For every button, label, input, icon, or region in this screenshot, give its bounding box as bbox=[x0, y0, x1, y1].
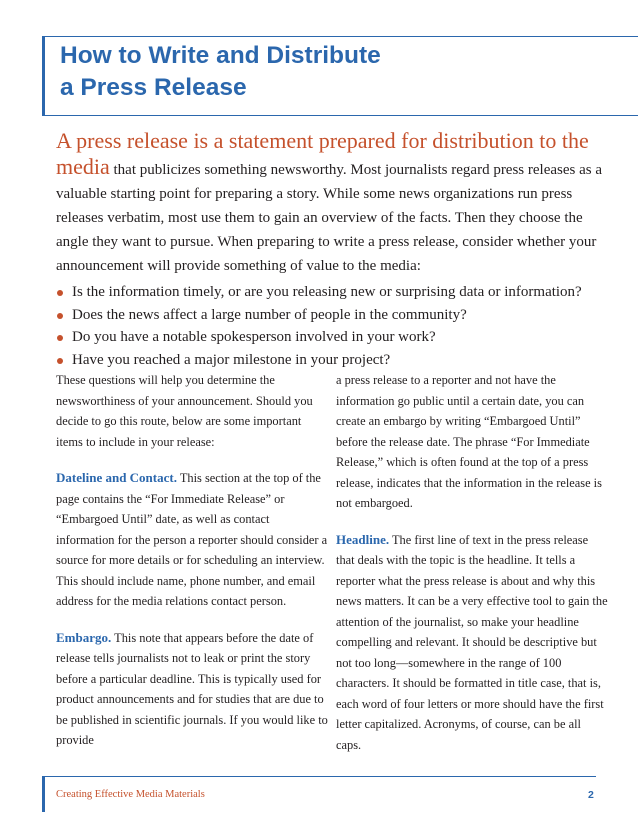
dateline-heading: Dateline and Contact. bbox=[56, 470, 177, 485]
list-item bbox=[56, 304, 616, 327]
list-item-text: Do you have a notable spokesperson involved in your work? bbox=[72, 329, 436, 345]
left-column bbox=[56, 370, 328, 767]
footer-document-title: Creating Effective Media Materials bbox=[56, 789, 205, 800]
intro-questions-paragraph: These questions will help you determine the newsworthiness of your announcement. Should you decide to go this route, below are some important items to include in your release: bbox=[56, 373, 313, 449]
intro-lead: A press release is a statement prepared for distribution to the media bbox=[56, 128, 589, 179]
list-item-text: Is the information timely, or are you releasing new or surprising data or information? bbox=[72, 284, 582, 300]
bullet-icon bbox=[57, 335, 63, 341]
embargo-section bbox=[56, 628, 328, 751]
list-item bbox=[56, 349, 616, 372]
headline-section bbox=[336, 530, 608, 756]
dateline-section bbox=[56, 468, 328, 612]
right-column bbox=[336, 370, 608, 771]
question-list bbox=[56, 281, 616, 371]
footer-rule bbox=[42, 776, 596, 777]
list-item-text: Have you reached a major milestone in your project? bbox=[72, 351, 391, 368]
page-title-line-2: a Press Release bbox=[60, 74, 247, 101]
headline-body: The first line of text in the press release that deals with the topic is the headline. It tells a reporter what the press release is about and why this news matters. It can be a very effective tool to gain the attention of the journalist, so make your headline compelling and relevant. It should be descriptive but not too long—somewhere in the range of 100 characters. It should be formatted in title case, that is, each word of four letters or more should have the first letter capitalized. Acronyms, of course, can be all caps. bbox=[336, 532, 608, 752]
list-item-text: Does the news affect a large number of people in the community? bbox=[72, 306, 467, 323]
headline-heading: Headline. bbox=[336, 531, 390, 547]
page-title-line-1: How to Write and Distribute bbox=[60, 42, 381, 69]
footer-accent-bar bbox=[42, 776, 45, 812]
list-item bbox=[56, 281, 616, 304]
embargo-continued-paragraph: a press release to a reporter and not have the information go public until a certain date, you can create an embargo by writing “Embargoed Until” before the release date. The phrase “For Immediate Release,” which is often found at the top of a press release, indicates that the information in the release is not embargoed. bbox=[336, 373, 602, 510]
page-title bbox=[60, 40, 381, 104]
intro-paragraph bbox=[56, 130, 604, 278]
bullet-icon bbox=[57, 290, 63, 296]
dateline-body: This section at the top of the page contains the “For Immediate Release” or “Embargoed Until” date, as well as contact information for the person a reporter should consider a source for more details or for scheduling an interview. This should include name, phone number, and email address for the media relations contact person. bbox=[56, 471, 328, 608]
page-number: 2 bbox=[588, 789, 594, 801]
intro-body: that publicizes something newsworthy. Most journalists regard press releases as a valuable starting point for preparing a story. While some news organizations run press releases verbatim, most use them to gain an overview of the facts. Then they choose the angle they want to pursue. When preparing to write a press release, consider whether your announcement will provide something of value to the media: bbox=[56, 162, 603, 274]
bullet-icon bbox=[57, 358, 63, 364]
bullet-icon bbox=[57, 313, 63, 319]
list-item bbox=[56, 326, 616, 349]
embargo-body: This note that appears before the date of release tells journalists not to leak or print the story before a particular deadline. This is typically used for product announcements and for studies that are due to be published in scientific journals. If you would like to provide bbox=[56, 630, 328, 747]
embargo-heading: Embargo. bbox=[56, 629, 112, 645]
